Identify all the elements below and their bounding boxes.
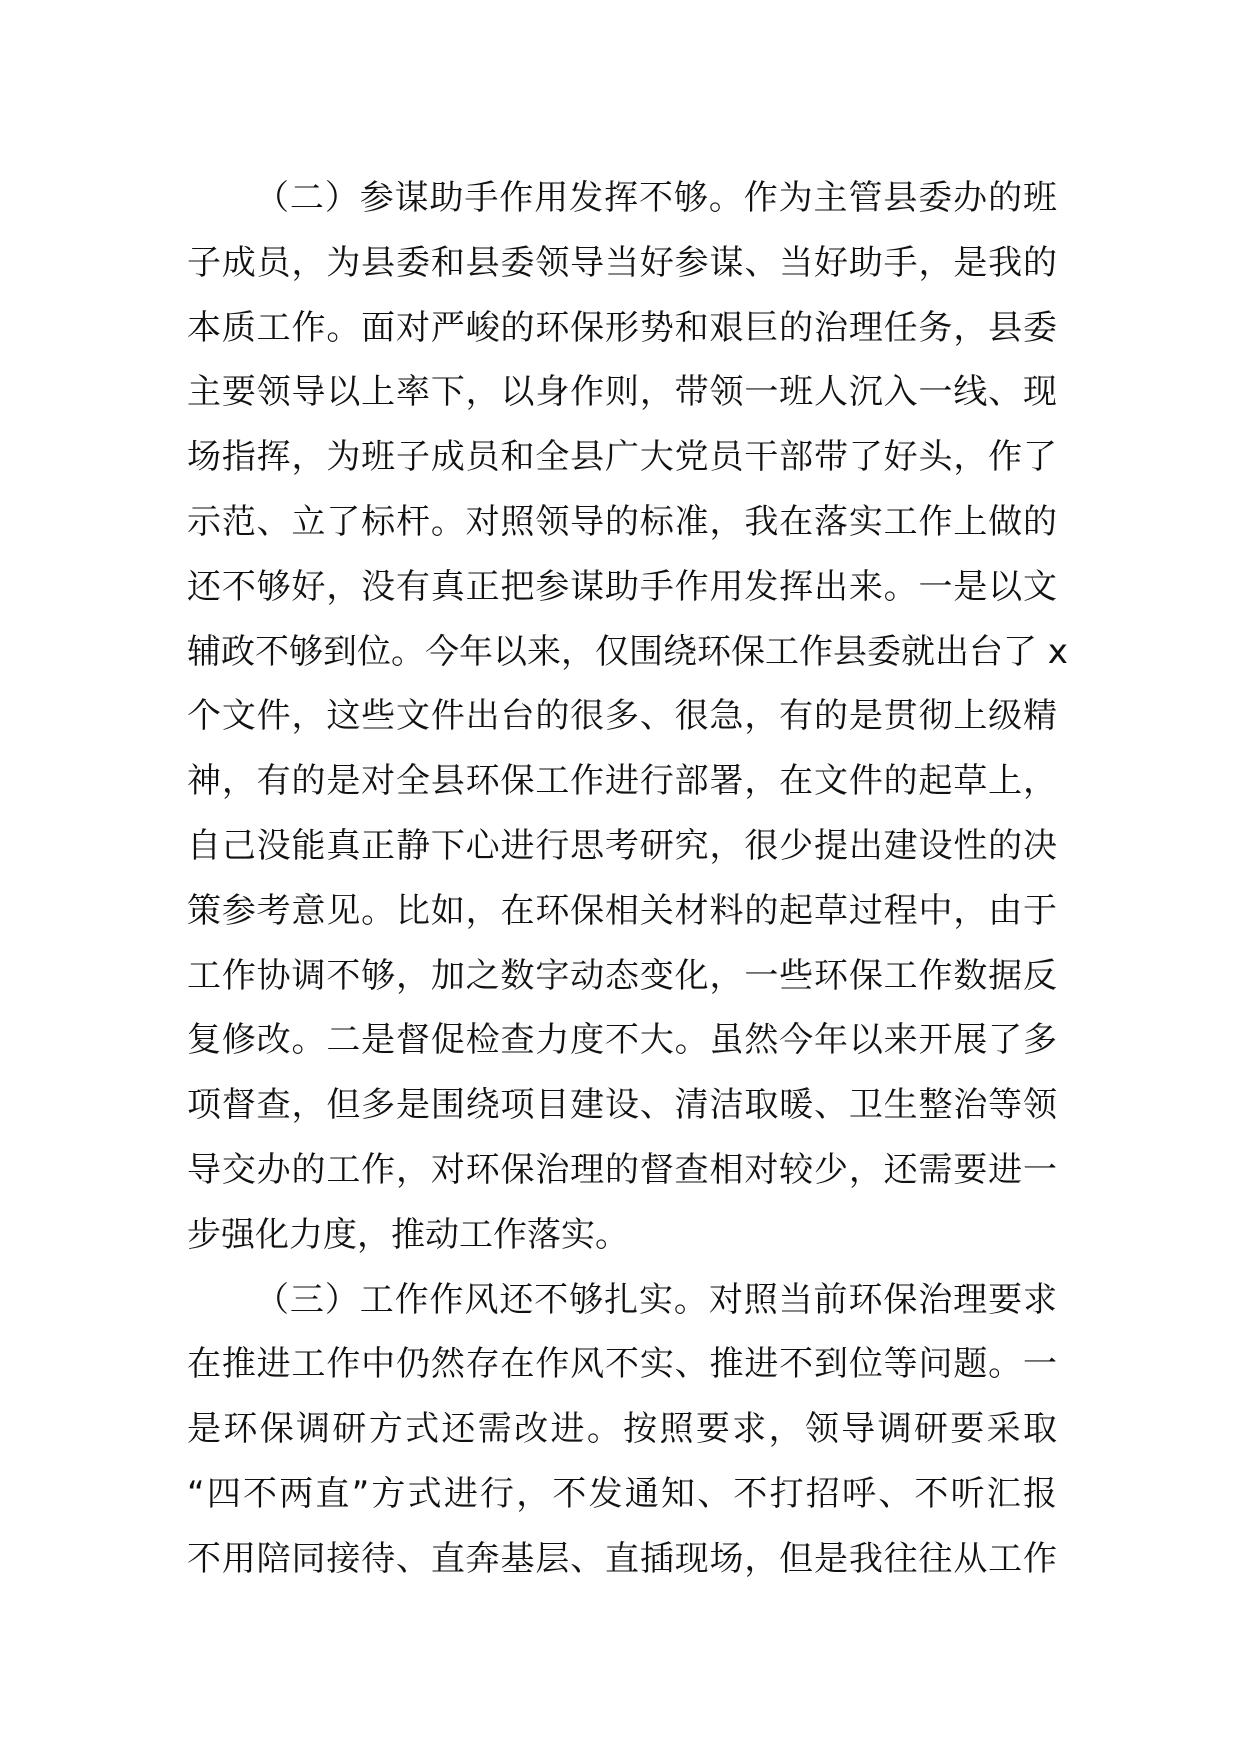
paragraph-line: 导交办的工作，对环保治理的督查相对较少，还需要进一 bbox=[187, 1149, 1057, 1190]
paragraph-line: 辅政不够到位。今年以来，仅围绕环保工作县委就出台了 x bbox=[187, 631, 1068, 672]
paragraph-line: 本质工作。面对严峻的环保形势和艰巨的治理任务，县委 bbox=[187, 307, 1057, 348]
paragraph-3 bbox=[187, 1268, 1057, 1592]
paragraph-2 bbox=[187, 166, 1068, 1268]
paragraph-line: “四不两直”方式进行，不发通知、不打招呼、不听汇报 bbox=[187, 1473, 1057, 1514]
paragraph-line: （二）参谋助手作用发挥不够。作为主管县委办的班 bbox=[255, 178, 1057, 218]
paragraph-line: 还不够好，没有真正把参谋助手作用发挥出来。一是以文 bbox=[187, 566, 1057, 607]
paragraph-line: 场指挥，为班子成员和全县广大党员干部带了好头，作了 bbox=[187, 437, 1057, 478]
paragraph-line: 步强化力度，推动工作落实。 bbox=[187, 1214, 629, 1255]
paragraph-line: （三）工作作风还不够扎实。对照当前环保治理要求 bbox=[255, 1279, 1057, 1320]
paragraph-line: 工作协调不够，加之数字动态变化，一些环保工作数据反 bbox=[187, 955, 1057, 996]
paragraph-line: 示范、立了标杆。对照领导的标准，我在落实工作上做的 bbox=[187, 501, 1057, 542]
paragraph-line: 主要领导以上率下，以身作则，带领一班人沉入一线、现 bbox=[187, 372, 1057, 413]
document-body bbox=[187, 166, 1068, 1592]
paragraph-line: 自己没能真正静下心进行思考研究，很少提出建设性的决 bbox=[187, 825, 1057, 866]
paragraph-line: 是环保调研方式还需改进。按照要求，领导调研要采取 bbox=[187, 1409, 1057, 1450]
paragraph-line: 复修改。二是督促检查力度不大。虽然今年以来开展了多 bbox=[187, 1020, 1057, 1061]
paragraph-line: 子成员，为县委和县委领导当好参谋、当好助手，是我的 bbox=[187, 242, 1057, 283]
paragraph-line: 神，有的是对全县环保工作进行部署，在文件的起草上， bbox=[187, 761, 1057, 802]
paragraph-line: 不用陪同接待、直奔基层、直插现场，但是我往往从工作 bbox=[187, 1538, 1057, 1579]
paragraph-line: 个文件，这些文件出台的很多、很急，有的是贯彻上级精 bbox=[187, 696, 1057, 737]
paragraph-line: 策参考意见。比如，在环保相关材料的起草过程中，由于 bbox=[187, 890, 1057, 931]
paragraph-line: 项督查，但多是围绕项目建设、清洁取暖、卫生整治等领 bbox=[187, 1085, 1057, 1126]
paragraph-line: 在推进工作中仍然存在作风不实、推进不到位等问题。一 bbox=[187, 1344, 1057, 1385]
